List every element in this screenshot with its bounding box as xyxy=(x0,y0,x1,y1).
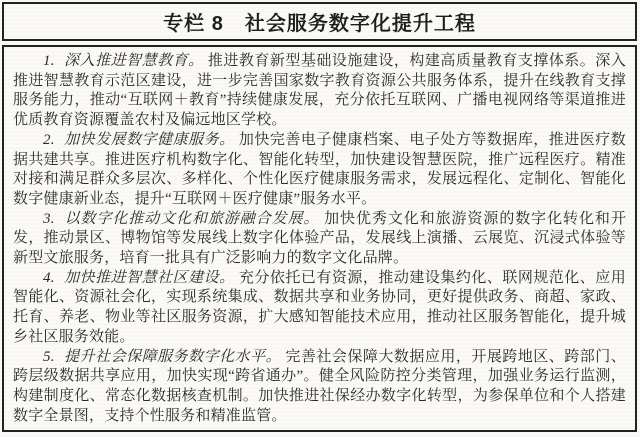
column-body-box xyxy=(2,45,637,432)
item-body: 加快完善电子健康档案、电子处方等数据库，推进医疗数据共建共享。推进医疗机构数字化、智能化转型，加快建设智慧医院，推广远程医疗。精准对接和满足群众多层次、多样化、个性化医疗健康服务需求，发展远程化、定制化、智能化数字健康新业态，提升“互联网＋医疗健康”服务水平。 xyxy=(13,131,626,207)
column-title-box xyxy=(2,2,637,41)
list-item-5 xyxy=(13,348,626,427)
item-number: 2. xyxy=(43,131,55,148)
item-lead: 加快推进智慧社区建设。 xyxy=(64,269,235,286)
page-title: 专栏 8 社会服务数字化提升工程 xyxy=(163,13,476,35)
list-item-3 xyxy=(13,210,626,269)
item-body: 推进教育新型基础设施建设，构建高质量教育支撑体系。深入推进智慧教育示范区建设，进一步完善国家数字教育资源公共服务体系，提升在线教育支撑服务能力，推动“互联网＋教育”持续健康发展，充分依托互联网、广播电视网络等渠道推进优质教育资源覆盖农村及偏远地区学校。 xyxy=(13,53,627,129)
item-number: 4. xyxy=(43,269,55,286)
item-lead: 加快发展数字健康服务。 xyxy=(64,131,235,148)
item-lead: 提升社会保障服务数字化水平。 xyxy=(64,348,282,365)
item-number: 1. xyxy=(43,53,55,69)
list-item-2 xyxy=(13,131,626,210)
item-number: 3. xyxy=(43,210,55,227)
item-lead: 深入推进智慧教育。 xyxy=(64,53,204,69)
item-body: 加快优秀文化和旅游资源的数字化转化和开发，推动景区、博物馆等发展线上数字化体验产品，发展线上演播、云展览、沉浸式体验等新型文旅服务，培育一批具有广泛影响力的数字文化品牌。 xyxy=(13,210,627,267)
item-body: 完善社会保障大数据应用，开展跨地区、跨部门、跨层级数据共享应用，加快实现“跨省通办”。健全风险防控分类管理，加强业务运行监测，构建制度化、常态化数据核查机制。加快推进社保经办数字化转型，为参保单位和个人搭建数字全景图，支持个性服务和精准监管。 xyxy=(13,348,626,424)
item-body: 充分依托已有资源，推动建设集约化、联网规范化、应用智能化、资源社会化，实现系统集成、数据共享和业务协同，更好提供政务、商超、家政、托育、养老、物业等社区服务资源，扩大感知智能技术应用，推动社区服务智能化，提升城乡社区服务效能。 xyxy=(13,269,626,345)
item-number: 5. xyxy=(43,348,55,365)
item-lead: 以数字化推动文化和旅游融合发展。 xyxy=(64,210,320,227)
list-item-4 xyxy=(13,269,626,348)
list-item-1 xyxy=(13,52,626,131)
